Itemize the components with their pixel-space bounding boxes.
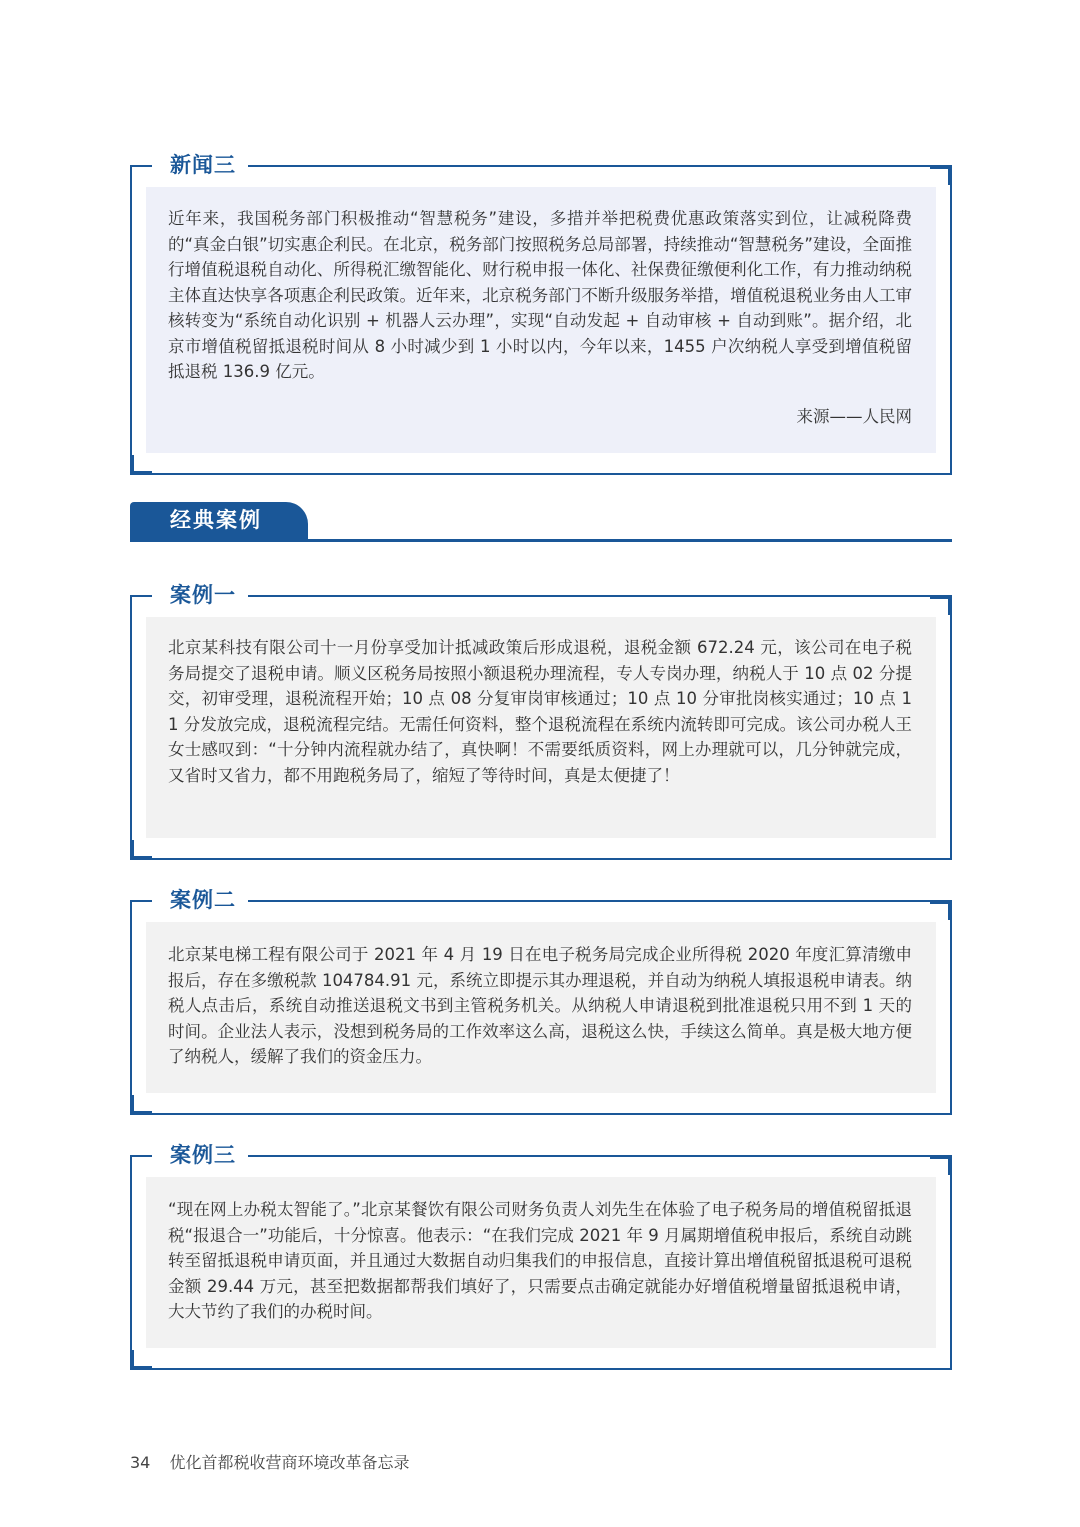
case3-title: 案例三	[158, 1141, 248, 1169]
section-heading	[130, 502, 952, 542]
frame-left	[130, 1155, 132, 1370]
case3-body: “现在网上办税太智能了。”北京某餐饮有限公司财务负责人刘先生在体验了电子税务局的增值税留抵退税“报退合一”功能后，十分惊喜。他表示：“在我们完成 2021 年 9 月属期增值税申报后，系统自动跳转至留抵退税申请页面，并且通过大数据自动归集我们的申报信息，直接计算出增值税留抵退税可退税金额 29.44 万元，甚至把数据都帮我们填好了，只需要点击确定就能办好增值税增量留抵退税申请，大大节约了我们的办税时间。	[168, 1200, 912, 1321]
case3-box	[130, 1143, 952, 1370]
frame-left	[130, 595, 132, 860]
book-title: 优化首都税收营商环境改革备忘录	[169, 1453, 410, 1472]
frame-right	[950, 595, 952, 860]
frame-right	[950, 1155, 952, 1370]
section-title: 经典案例	[130, 502, 308, 539]
frame-top-left	[130, 595, 152, 597]
frame-right	[950, 165, 952, 475]
case2-title: 案例二	[158, 886, 248, 914]
news-source: 来源——人民网	[796, 406, 912, 426]
news-box	[130, 153, 952, 475]
section-underline	[130, 539, 952, 542]
frame-top-right	[248, 595, 952, 597]
news-body: 近年来，我国税务部门积极推动“智慧税务”建设，多措并举把税费优惠政策落实到位，让减税降费的“真金白银”切实惠企利民。在北京，税务部门按照税务总局部署，持续推动“智慧税务”建设，全面推行增值税退税自动化、所得税汇缴智能化、财行税申报一体化、社保费征缴便利化工作，有力推动纳税主体直达快享各项惠企利民政策。近年来，北京税务部门不断升级服务举措，增值税退税业务由人工审核转变为“系统自动化识别 + 机器人云办理”，实现“自动发起 + 自动审核 + 自动到账”。据介绍，北京市增值税留抵退税时间从 8 小时减少到 1 小时以内，今年以来，1455 户次纳税人享受到增值税留抵退税 136.9 亿元。	[168, 209, 912, 381]
case2-body: 北京某电梯工程有限公司于 2021 年 4 月 19 日在电子税务局完成企业所得税 2020 年度汇算清缴申报后，存在多缴税款 104784.91 元，系统立即提示其办理退税，并自动为纳税人填报退税申请表。纳税人点击后，系统自动推送退税文书到主管税务机关。从纳税人申请退税到批准退税只用不到 1 天的时间。企业法人表示，没想到税务局的工作效率这么高，退税这么快，手续这么简单。真是极大地方便了纳税人，缓解了我们的资金压力。	[168, 945, 912, 1066]
corner-bottom-left-v	[130, 1350, 134, 1370]
case1-content	[146, 617, 936, 838]
case1-box	[130, 583, 952, 860]
page-number: 34	[130, 1453, 151, 1472]
news-title: 新闻三	[158, 151, 248, 179]
case3-content	[146, 1177, 936, 1348]
frame-top-right	[248, 165, 952, 167]
frame-left	[130, 165, 132, 475]
corner-top-right-v	[948, 1155, 952, 1175]
corner-bottom-left-v	[130, 1095, 134, 1115]
frame-left	[130, 900, 132, 1115]
corner-top-right-v	[948, 900, 952, 920]
case1-body: 北京某科技有限公司十一月份享受加计抵减政策后形成退税，退税金额 672.24 元，该公司在电子税务局提交了退税申请。顺义区税务局按照小额退税办理流程，专人专岗办理，纳税人于 10 点 02 分提交，初审受理，退税流程开始；10 点 08 分复审岗审核通过；10 点 10 分审批岗核实通过；10 点 11 分发放完成，退税流程完结。无需任何资料，整个退税流程在系统内流转即可完成。该公司办税人王女士感叹到：“十分钟内流程就办结了，真快啊！不需要纸质资料，网上办理就可以，几分钟就完成，又省时又省力，都不用跑税务局了，缩短了等待时间，真是太便捷了！	[168, 638, 912, 785]
case2-content	[146, 922, 936, 1093]
frame-top-left	[130, 1155, 152, 1157]
news-content	[146, 187, 936, 453]
corner-bottom-left-v	[130, 840, 134, 860]
frame-bottom	[130, 858, 952, 860]
frame-bottom	[130, 473, 952, 475]
frame-top-right	[248, 1155, 952, 1157]
frame-top-left	[130, 165, 152, 167]
frame-top-right	[248, 900, 952, 902]
case1-title: 案例一	[158, 581, 248, 609]
corner-bottom-left-v	[130, 455, 134, 475]
frame-top-left	[130, 900, 152, 902]
corner-top-right-v	[948, 165, 952, 185]
frame-bottom	[130, 1368, 952, 1370]
case2-box	[130, 888, 952, 1115]
corner-top-right-v	[948, 595, 952, 615]
frame-right	[950, 900, 952, 1115]
frame-bottom	[130, 1113, 952, 1115]
page-footer	[130, 1450, 409, 1473]
